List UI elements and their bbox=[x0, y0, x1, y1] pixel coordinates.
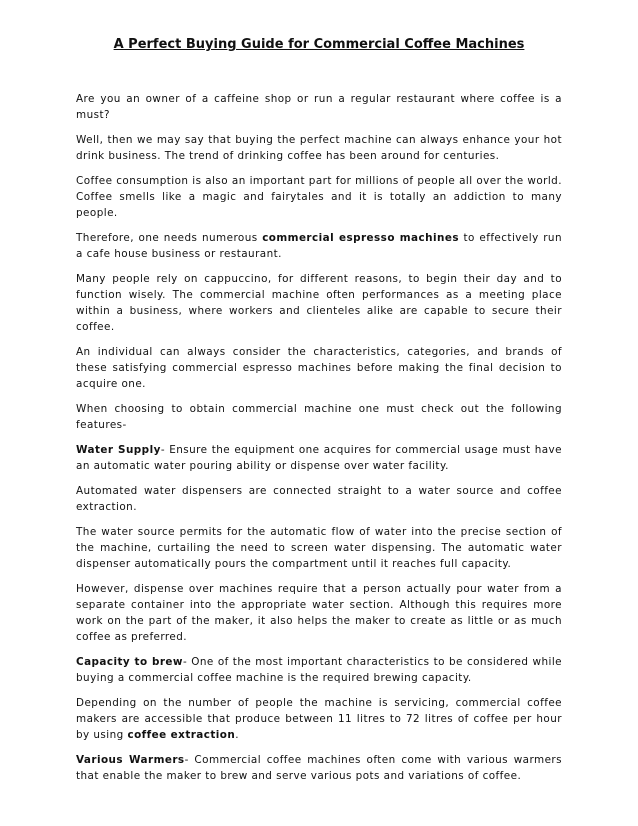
paragraph-characteristics: An individual can always consider the characteristics, categories, and brands of these satisfying commercial espresso machines before making the final decision to acquire one. bbox=[76, 346, 562, 390]
bold-heading: Various Warmers bbox=[76, 754, 185, 766]
text-segment: Therefore, one needs numerous bbox=[76, 232, 263, 244]
text-segment: - One of the most important characteristics to be considered while buying a commercial coffee machine is the required brewing capacity. bbox=[76, 656, 563, 684]
paragraph-business: Well, then we may say that buying the perfect machine can always enhance your hot drink business. The trend of drinking coffee has been around for centuries. bbox=[76, 134, 562, 162]
paragraph-espresso-machines bbox=[76, 230, 562, 262]
paragraph-capacity bbox=[76, 654, 562, 686]
paragraph-features-intro: When choosing to obtain commercial machine one must check out the following features- bbox=[76, 403, 562, 431]
paragraph-automated-dispensers: Automated water dispensers are connected straight to a water source and coffee extraction. bbox=[76, 485, 562, 513]
bold-heading: Water Supply bbox=[76, 444, 161, 456]
paragraph-dispense-over: However, dispense over machines require that a person actually pour water from a separate container into the appropriate water section. Although this requires more work on the part of the maker, it also helps the maker to create as little or as much coffee as preferred. bbox=[76, 583, 562, 643]
text-segment: Depending on the number of people the machine is servicing, commercial coffee makers are accessible that produce between 11 litres to 72 litres of coffee per hour by using bbox=[76, 697, 562, 741]
text-segment: . bbox=[235, 729, 240, 741]
bold-keyword: coffee extraction bbox=[127, 729, 236, 741]
paragraph-consumption: Coffee consumption is also an important part for millions of people all over the world. Coffee smells like a magic and fairytales and it is totally an addiction to many people. bbox=[76, 175, 562, 219]
paragraph-intro: Are you an owner of a caffeine shop or run a regular restaurant where coffee is a must? bbox=[76, 93, 562, 121]
paragraph-warmers bbox=[76, 752, 562, 784]
paragraph-water-source: The water source permits for the automatic flow of water into the precise section of the machine, curtailing the need to screen water dispensing. The automatic water dispenser automatically pours the compartment until it reaches full capacity. bbox=[76, 526, 562, 570]
paragraph-water-supply bbox=[76, 442, 562, 474]
paragraph-litres bbox=[76, 695, 562, 743]
bold-heading: Capacity to brew bbox=[76, 656, 183, 668]
bold-keyword: commercial espresso machines bbox=[262, 232, 459, 244]
text-segment: - Commercial coffee machines often come with various warmers that enable the maker to brew and serve various pots and variations of coffee. bbox=[76, 754, 562, 782]
paragraph-cappuccino: Many people rely on cappuccino, for different reasons, to begin their day and to function wisely. The commercial machine often performances as a meeting place within a business, where workers and clienteles alike are capable to secure their coffee. bbox=[76, 273, 562, 333]
text-segment: - Ensure the equipment one acquires for commercial usage must have an automatic water pouring ability or dispense over water facility. bbox=[76, 444, 562, 472]
text-segment: to effectively run a cafe house business or restaurant. bbox=[76, 232, 563, 260]
document-title: A Perfect Buying Guide for Commercial Coffee Machines bbox=[113, 37, 525, 52]
